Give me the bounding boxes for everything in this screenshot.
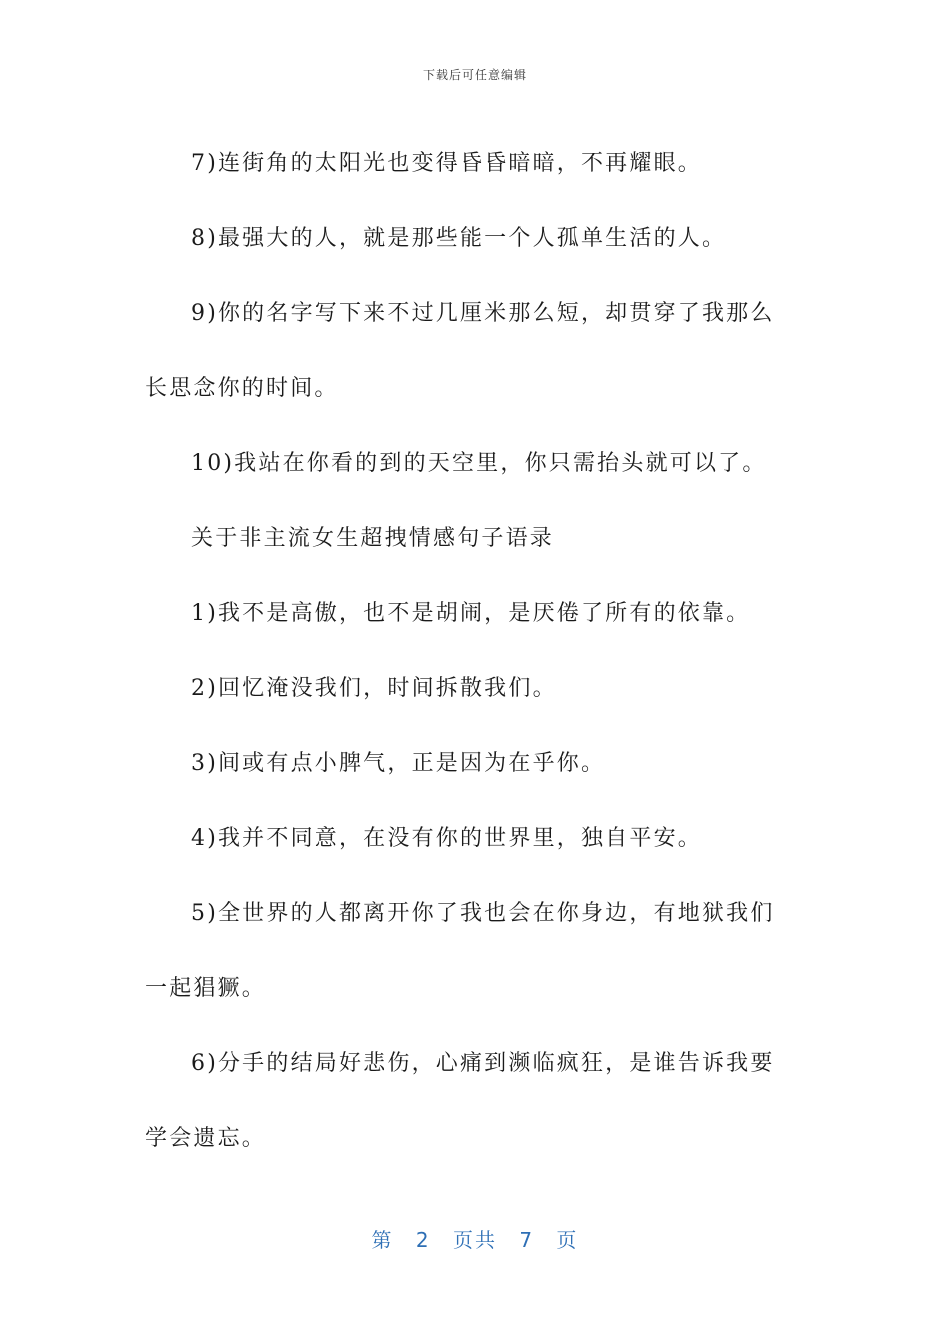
page-number-footer: 第 2 页共 7 页	[371, 1228, 579, 1252]
page-header: 下载后可任意编辑	[422, 68, 527, 82]
paragraph-2: 2)回忆淹没我们，时间拆散我们。	[191, 676, 557, 701]
paragraph-1: 1)我不是高傲，也不是胡闹，是厌倦了所有的依靠。	[191, 601, 751, 626]
paragraph-10: 10)我站在你看的到的天空里，你只需抬头就可以了。	[191, 451, 767, 476]
paragraph-9: 9)你的名字写下来不过几厘米那么短，却贯穿了我那么长思念你的时间。	[145, 301, 775, 401]
document-body	[145, 126, 795, 1176]
paragraph-5: 5)全世界的人都离开你了我也会在你身边，有地狱我们一起猖獗。	[145, 901, 775, 1001]
paragraph-7: 7)连街角的太阳光也变得昏昏暗暗，不再耀眼。	[191, 151, 702, 176]
paragraph-3: 3)间或有点小脾气，正是因为在乎你。	[191, 751, 606, 776]
paragraph-4: 4)我并不同意，在没有你的世界里，独自平安。	[191, 826, 702, 851]
section-heading: 关于非主流女生超拽情感句子语录	[191, 526, 555, 551]
paragraph-8: 8)最强大的人，就是那些能一个人孤单生活的人。	[191, 226, 727, 251]
paragraph-6: 6)分手的结局好悲伤，心痛到濒临疯狂，是谁告诉我要学会遗忘。	[145, 1051, 775, 1151]
